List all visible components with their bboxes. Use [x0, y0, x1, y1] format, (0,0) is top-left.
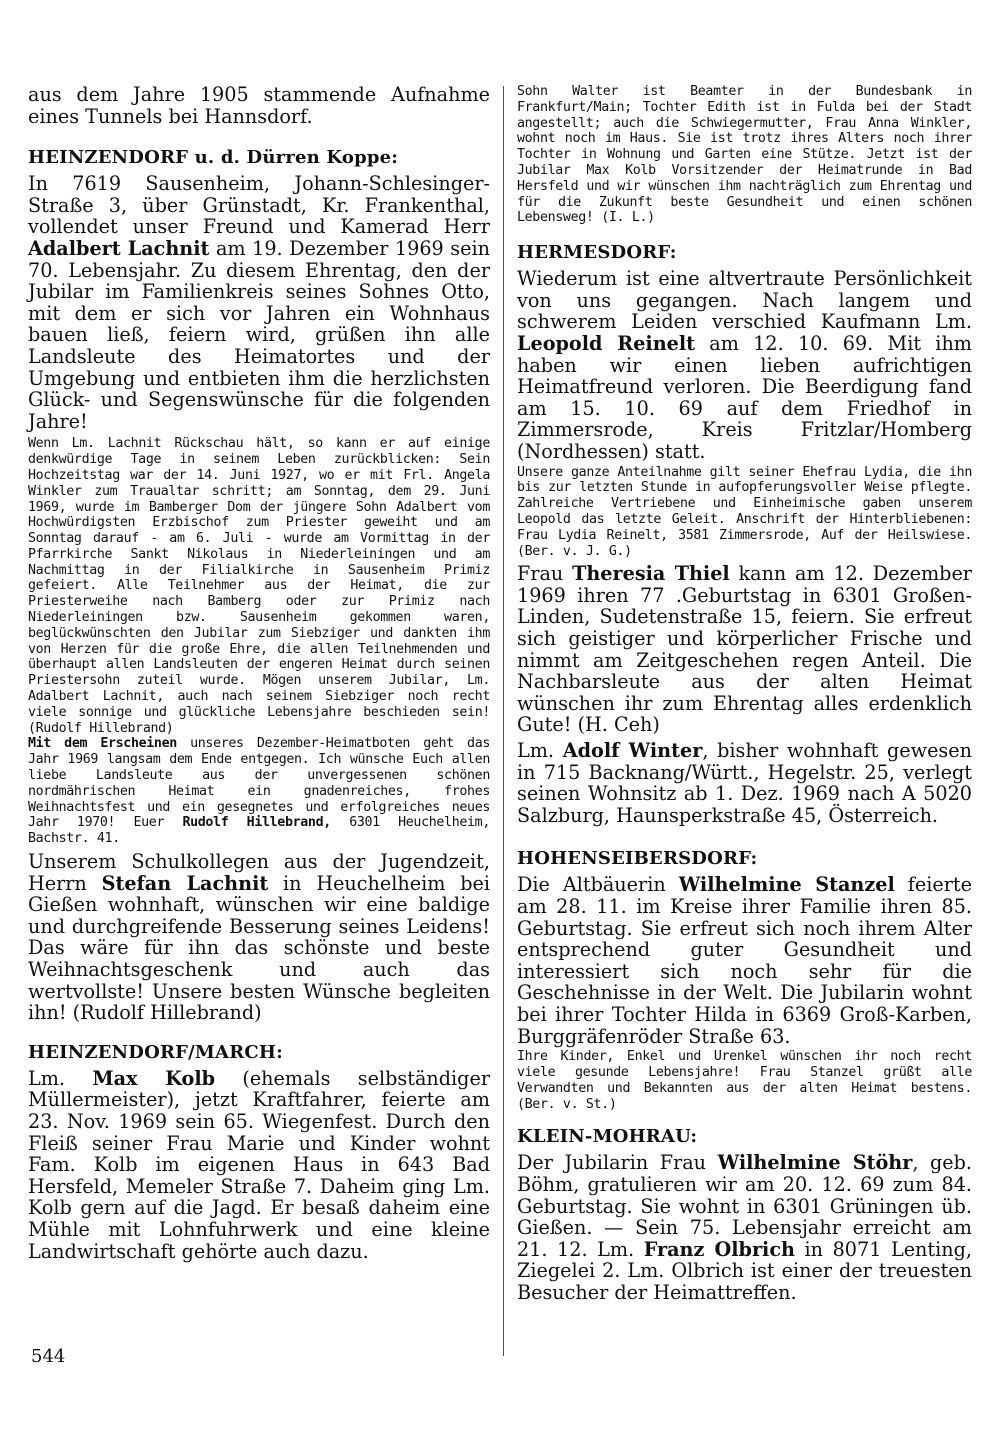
article-lachnit-paragraph: In 7619 Sausenheim, Johann-Schlesinger-Straße 3, über Grünstadt, Kr. Frankenthal, vollendet unser Freund und Kamerad Herr Adalbert Lachnit am 19. Dezember 1969 sein 70. Lebensjahr. Zu diesem Ehrentag, den der Jubilar im Familienkreis seines Sohnes Otto, mit dem er sich vor Jahren ein Wohnhaus bauen ließ, feiern wird, grüßen ihn alle Landsleute des Heimatortes und der Umgebung und entbieten ihm die herzlichsten Glück- und Segenswünsche für die folgenden Jahre!	[28, 172, 490, 433]
person-name: Rudolf Hillebrand,	[182, 815, 331, 831]
winter-relocation-paragraph: Lm. Adolf Winter, bisher wohnhaft gewesen in 715 Backnang/Württ., Hegelstr. 25, verlegt seinen Wohnsitz ab 1. Dez. 1969 nach A 5020 Salzburg, Haunsperkstraße 45, Österreich.	[517, 739, 972, 827]
person-name: Max Kolb	[92, 1066, 216, 1090]
intro-paragraph: aus dem Jahre 1905 stammende Aufnahme eines Tunnels bei Hannsdorf.	[28, 83, 490, 128]
right-column	[517, 84, 972, 1304]
christmas-greeting-paragraph: Mit dem Erscheinen unseres Dezember-Heimatboten geht das Jahr 1969 langsam dem Ende entgegen. Ich wünsche Euch allen liebe Landsleute aus der unvergessenen schönen nordmährischen Heimat ein gnadenreiches, frohes Weihnachtsfest und ein gesegnetes und erfolgreiches neues Jahr 1970! Euer Rudolf Hillebrand, 6301 Heuchelheim, Bachstr. 41.	[28, 736, 490, 847]
heading-klein-mohrau: KLEIN-MOHRAU:	[517, 1126, 698, 1148]
heading-heinzendorf-march: HEINZENDORF/MARCH:	[28, 1041, 283, 1063]
stanzel-greetings-paragraph: Ihre Kinder, Enkel und Urenkel wünschen ihr noch recht viele gesunde Lebensjahre! Frau Stanzel grüßt alle Verwandten und Bekannten aus der alten Heimat bestens. (Ber. v. St.)	[517, 1049, 972, 1112]
stanzel-birthday-paragraph: Die Altbäuerin Wilhelmine Stanzel feierte am 28. 11. im Kreise ihrer Familie ihren 85. Geburtstag. Sie erfreut sich noch ihrem Alter entsprechend guter Gesundheit und interessiert sich noch sehr für die Geschehnisse in der Welt. Die Jubilarin wohnt bei ihrer Tochter Hilda in 6369 Groß-Karben, Burggräfenröder Straße 63.	[517, 873, 972, 1048]
reinelt-obituary-paragraph: Wiederum ist eine altvertraute Persönlichkeit von uns gegangen. Nach langem und schwerem Leiden verschied Kaufmann Lm. Leopold Reinelt am 12. 10. 69. Mit ihm haben wir einen lieben aufrichtigen Heimatfreund verloren. Die Beerdigung fand am 15. 10. 69 auf dem Friedhof in Zimmersrode, Kreis Fritzlar/Homberg (Nordhessen) statt.	[517, 267, 972, 463]
lachnit-details-paragraph: Wenn Lm. Lachnit Rückschau hält, so kann er auf einige denkwürdige Tage in seinem Leben zurückblicken: Sein Hochzeitstag war der 14. Juni 1927, wo er mit Frl. Angela Winkler zum Traualtar schritt; am Sonntag, dem 29. Juni 1969, wurde im Bamberger Dom der jüngere Sohn Adalbert vom Hochwürdigsten Erzbischof zum Priester geweiht und am Sonntag darauf - am 6. Juli - wurde am Vormittag in der Pfarrkirche Sankt Nikolaus in Niederleiningen und am Nachmittag in der Filialkirche in Sausenheim Primiz gefeiert. Alle Teilnehmer aus der Heimat, die zur Priesterweihe nach Bamberg oder zur Primiz nach Niederleiningen bzw. Sausenheim gekommen waren, beglückwünschten den Jubilar zum Siebziger und dankten ihm von Herzen für die große Ehre, die allen Teilnehmenden und überhaupt allen Landsleuten der engeren Heimat durch seinen Priestersohn zuteil wurde. Mögen unserem Jubilar, Lm. Adalbert Lachnit, auch nach seinem Siebziger noch recht viele sonnige und glückliche Lebensjahre beschieden sein! (Rudolf Hillebrand)	[28, 436, 490, 736]
thiel-birthday-paragraph: Frau Theresia Thiel kann am 12. Dezember 1969 ihren 77 .Geburtstag in 6301 Großen-Linden, Sudetenstraße 15, feiern. Sie erfreut sich geistiger und körperlicher Frische und nimmt am Zeitgeschehen regen Anteil. Die Nachbarsleute aus der alten Heimat wünschen ihr zum Ehrentag alles erdenklich Gute! (H. Ceh)	[517, 562, 972, 737]
article-kolb-paragraph: Lm. Max Kolb (ehemals selbständiger Müllermeister), jetzt Kraftfahrer, feierte am 23. Nov. 1969 sein 65. Wiegenfest. Durch den Fleiß seiner Frau Marie und Kinder wohnt Fam. Kolb im eigenen Haus in 643 Bad Hersfeld, Memeler Straße 7. Daheim ging Lm. Kolb gern auf die Jagd. Er besaß daheim eine Mühle mit Lohnfuhrwerk und eine kleine Landwirtschaft gehörte auch dazu.	[28, 1066, 490, 1263]
left-column	[28, 84, 490, 1262]
heading-heinzendorf-koppe: HEINZENDORF u. d. Dürren Koppe:	[28, 147, 399, 169]
person-name: Adalbert Lachnit	[28, 236, 210, 260]
stoehr-olbrich-paragraph: Der Jubilarin Frau Wilhelmine Stöhr, geb. Böhm, gratulieren wir am 20. 12. 69 zum 84. Geburtstag. Sie wohnt in 6301 Grüningen üb. Gießen. — Sein 75. Lebensjahr erreicht am 21. 12. Lm. Franz Olbrich in 8071 Lenting, Ziegelei 2. Lm. Olbrich ist einer der treuesten Besucher der Heimattreffen.	[517, 1151, 973, 1304]
person-name: Theresia Thiel	[572, 562, 730, 586]
person-name: Stefan Lachnit	[101, 871, 269, 895]
person-name: Franz Olbrich	[643, 1237, 795, 1261]
stefan-lachnit-paragraph: Unserem Schulkollegen aus der Jugendzeit, Herrn Stefan Lachnit in Heuchelheim bei Gießen wohnhaft, wünschen wir eine baldige und durchgreifende Besserung seines Leidens! Das wäre für ihn das schönste und beste Weihnachtsgeschenk und auch das wertvollste! Unsere besten Wünsche begleiten ihn! (Rudolf Hillebrand)	[28, 850, 491, 1025]
person-name: Leopold Reinelt	[517, 331, 696, 355]
reinelt-condolence-paragraph: Unsere ganze Anteilnahme gilt seiner Ehefrau Lydia, die ihn bis zur letzten Stunde in aufopferungsvoller Weise pflegte. Zahlreiche Vertriebene und Einheimische gaben unserem Leopold das letzte Geleit. Anschrift der Hinterbliebenen: Frau Lydia Reinelt, 3581 Zimmersrode, Auf der Heilswiese. (Ber. v. J. G.)	[517, 464, 972, 559]
column-divider	[503, 86, 504, 1356]
person-name: Wilhelmine Stanzel	[678, 873, 895, 897]
person-name: Adolf Winter	[562, 739, 703, 763]
person-name: Wilhelmine Stöhr	[717, 1151, 913, 1175]
heading-hermesdorf: HERMESDORF:	[517, 242, 677, 264]
heading-hohenseibersdorf: HOHENSEIBERSDORF:	[517, 848, 758, 870]
kolb-continuation-paragraph: Sohn Walter ist Beamter in der Bundesbank in Frankfurt/Main; Tochter Edith ist in Fulda bei der Stadt angestellt; auch die Schwiegermutter, Frau Anna Winkler, wohnt noch im Haus. Sie ist trotz ihres Alters noch ihrer Tochter in Wohnung und Garten eine Stütze. Jetzt ist der Jubilar Max Kolb Vorsitzender der Heimatrunde in Bad Hersfeld und wir wünschen ihm nachträglich zum Ehrentag und für die Zukunft beste Gesundheit und einen schönen Lebensweg! (I. L.)	[517, 84, 972, 226]
page-number: 544	[31, 1346, 66, 1367]
